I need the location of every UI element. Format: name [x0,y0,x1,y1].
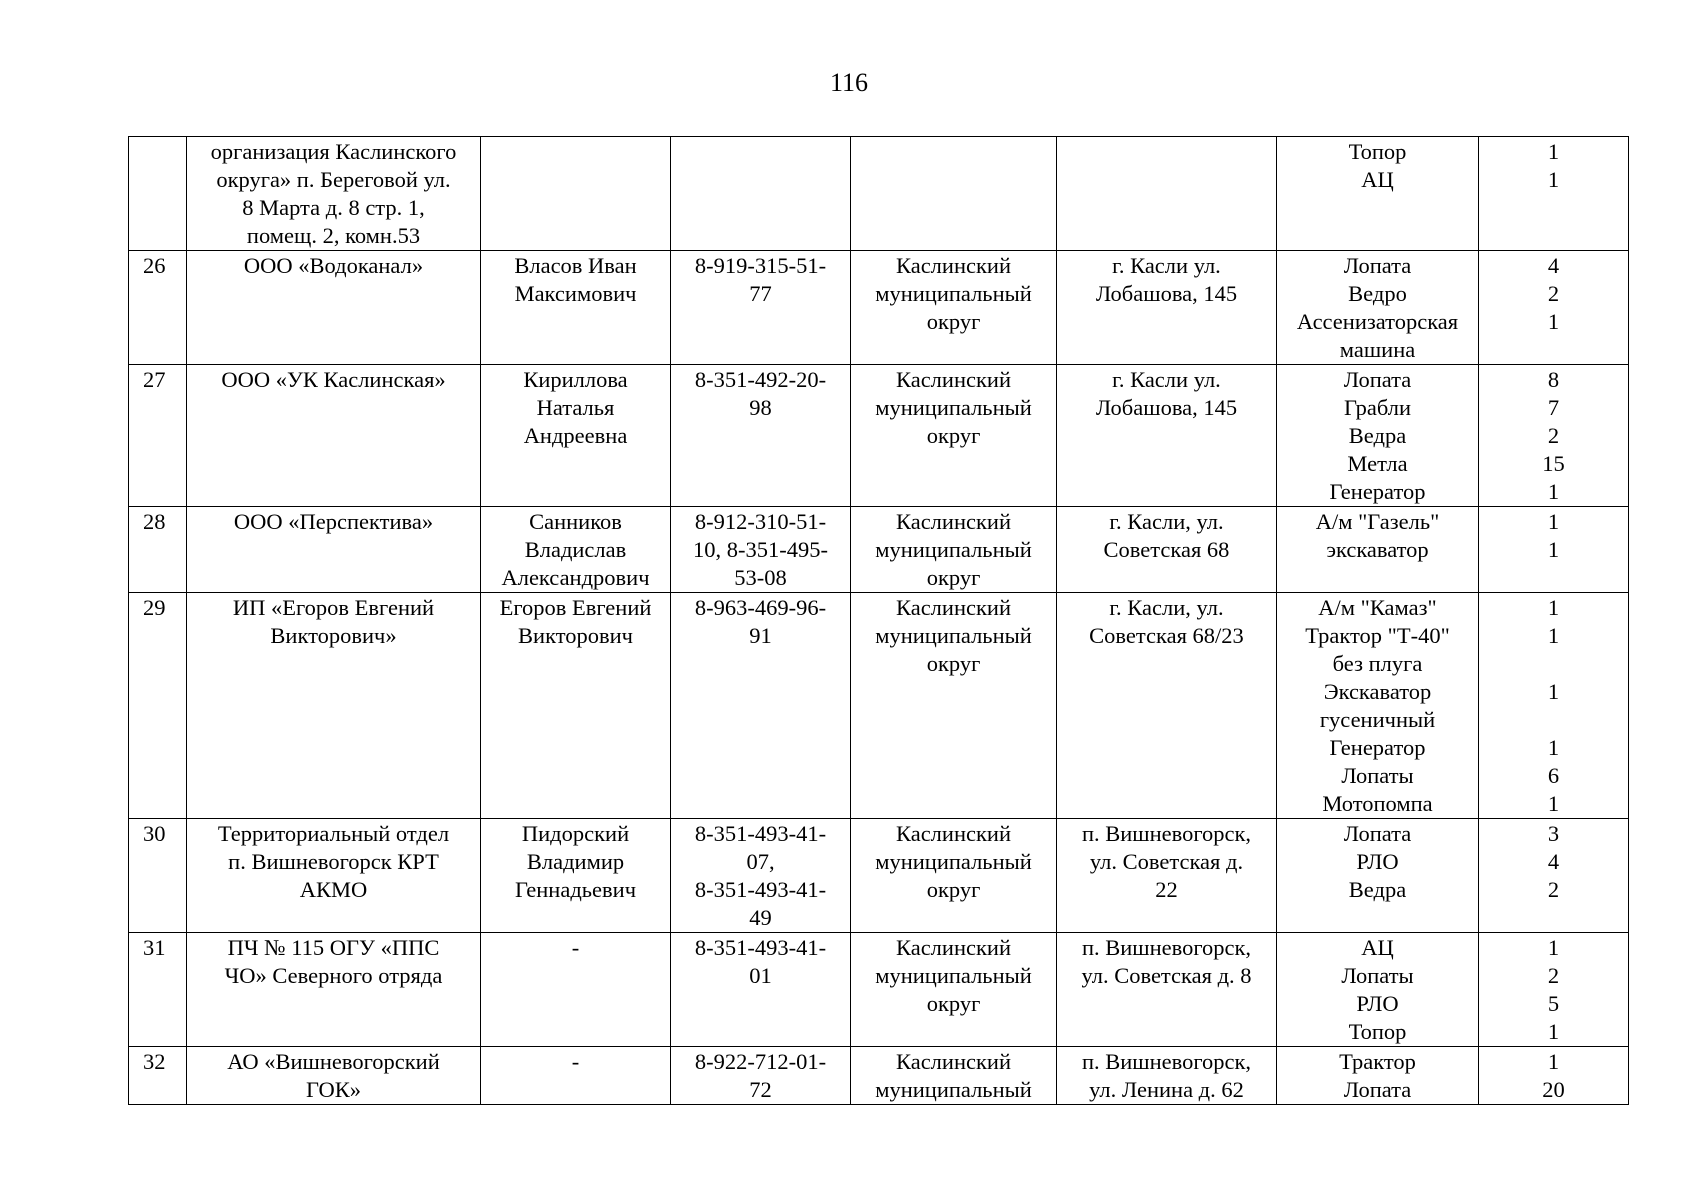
cell-line: Наталья [536,395,615,420]
cell-line: Советская 68/23 [1089,623,1244,648]
cell-organization [187,251,481,365]
cell-number [129,819,187,933]
row-number: 32 [143,1049,166,1074]
row-number: 28 [143,509,166,534]
cell-organization [187,1047,481,1105]
cell-phone [671,819,851,933]
page-number: 116 [829,68,869,97]
cell-line: г. Касли, ул. [1109,595,1224,620]
cell-equipment [1277,819,1479,933]
quantity-value: 1 [1547,309,1560,334]
cell-line: Каслинский [896,367,1011,392]
cell-line: Лопаты [1341,763,1414,788]
quantity-value: 3 [1547,821,1560,846]
cell-line: Лобашова, 145 [1095,395,1238,420]
cell-line: п. Вишневогорск КРТ [228,849,439,874]
cell-line: гусеничный [1319,707,1436,732]
cell-line: ул. Ленина д. 62 [1089,1077,1244,1102]
cell-line: А/м "Камаз" [1318,595,1437,620]
quantity-value: 1 [1547,935,1560,960]
cell-number [129,1047,187,1105]
cell-line: Каслинский [896,821,1011,846]
cell-line: Егоров Евгений [499,595,652,620]
table-row [129,137,1629,251]
cell-equipment [1277,593,1479,819]
cell-line: муниципальный [875,537,1032,562]
cell-line: муниципальный [875,1077,1032,1102]
quantity-value: 1 [1547,509,1560,534]
cell-address [1057,137,1277,251]
cell-number [129,507,187,593]
cell-line: округ [926,877,981,902]
cell-quantity [1479,819,1629,933]
quantity-value: 1 [1547,735,1560,760]
quantity-value: 1 [1547,623,1560,648]
cell-line: Лопата [1343,821,1412,846]
cell-line: АКМО [299,877,368,902]
cell-organization [187,365,481,507]
cell-equipment [1277,933,1479,1047]
cell-line: 8-912-310-51- [694,509,827,534]
cell-line: 10, 8-351-495- [693,537,828,562]
cell-line: г. Касли ул. [1112,253,1221,278]
cell-line: округ [926,309,981,334]
cell-line: ПЧ № 115 ОГУ «ППС [227,935,440,960]
table-row [129,933,1629,1047]
cell-line: Ассенизаторская [1296,309,1459,334]
quantity-value: 4 [1547,253,1560,278]
cell-line: Трактор [1339,1049,1416,1074]
table-row [129,593,1629,819]
cell-quantity [1479,933,1629,1047]
cell-responsible-person [481,507,671,593]
cell-line: Кириллова [523,367,628,392]
quantity-value [1483,706,1624,734]
quantity-value: 2 [1547,281,1560,306]
cell-line: Александрович [501,565,650,590]
cell-line: Каслинский [896,509,1011,534]
cell-phone [671,365,851,507]
cell-line: Метла [1347,451,1408,476]
cell-quantity [1479,137,1629,251]
cell-responsible-person [481,251,671,365]
quantity-value: 1 [1547,479,1560,504]
cell-line: Лобашова, 145 [1095,281,1238,306]
cell-line: Санников [529,509,622,534]
cell-responsible-person [481,1047,671,1105]
quantity-value: 2 [1547,963,1560,988]
cell-district [851,137,1057,251]
cell-quantity [1479,507,1629,593]
cell-line: муниципальный [875,395,1032,420]
cell-line: 8 Марта д. 8 стр. 1, [242,195,425,220]
quantity-value [1483,650,1624,678]
cell-line: Экскаватор [1323,679,1432,704]
cell-address [1057,933,1277,1047]
cell-line: 72 [749,1077,772,1102]
cell-district [851,593,1057,819]
cell-line: г. Касли, ул. [1109,509,1224,534]
cell-line: - [571,935,580,960]
cell-phone [671,137,851,251]
cell-responsible-person [481,137,671,251]
cell-line: 98 [749,395,772,420]
cell-line: п. Вишневогорск, [1081,1049,1252,1074]
cell-line: экскаватор [1326,537,1429,562]
cell-line: округ [926,423,981,448]
cell-line: Лопата [1343,1077,1412,1102]
cell-organization [187,593,481,819]
cell-line: муниципальный [875,281,1032,306]
cell-line: организация Каслинского [210,139,457,164]
cell-address [1057,1047,1277,1105]
cell-responsible-person [481,593,671,819]
cell-line: г. Касли ул. [1112,367,1221,392]
cell-quantity [1479,593,1629,819]
cell-line: округ [926,651,981,676]
cell-line: ООО «Водоканал» [243,253,424,278]
cell-line: Топор [1348,1019,1407,1044]
cell-line: Ведро [1348,281,1407,306]
cell-address [1057,251,1277,365]
cell-line: Пидорский [521,821,630,846]
cell-line: Территориальный отдел [217,821,450,846]
cell-phone [671,251,851,365]
cell-line: Советская 68 [1103,537,1230,562]
quantity-value: 1 [1547,1019,1560,1044]
cell-equipment [1277,1047,1479,1105]
cell-equipment [1277,507,1479,593]
cell-line: 8-963-469-96- [694,595,827,620]
cell-line: А/м "Газель" [1315,509,1440,534]
cell-district [851,365,1057,507]
cell-line: Лопаты [1341,963,1414,988]
cell-line: Викторович [518,623,633,648]
cell-line: 8-919-315-51- [694,253,827,278]
row-number: 29 [143,595,166,620]
cell-line: Каслинский [896,1049,1011,1074]
cell-line: Мотопомпа [1322,791,1433,816]
table-row [129,819,1629,933]
cell-responsible-person [481,933,671,1047]
cell-district [851,251,1057,365]
cell-line: 8-351-493-41- [694,821,827,846]
cell-line: 8-922-712-01- [694,1049,827,1074]
cell-line: ГОК» [306,1077,361,1102]
cell-line: АЦ [1361,935,1394,960]
cell-line: Лопата [1343,367,1412,392]
cell-line: округ [926,565,981,590]
cell-number [129,137,187,251]
cell-line: АЦ [1361,167,1394,192]
quantity-value: 8 [1547,367,1560,392]
cell-line: п. Вишневогорск, [1081,821,1252,846]
cell-line: Геннадьевич [514,877,637,902]
cell-district [851,1047,1057,1105]
cell-line: Топор [1348,139,1407,164]
cell-organization [187,933,481,1047]
cell-district [851,507,1057,593]
cell-line: Викторович» [270,623,397,648]
quantity-value: 1 [1547,679,1560,704]
cell-line: Генератор [1329,735,1426,760]
quantity-value: 1 [1547,139,1560,164]
cell-address [1057,507,1277,593]
cell-line: 07, [746,849,775,874]
cell-line: Владислав [524,537,627,562]
cell-organization [187,819,481,933]
table-body [129,137,1629,1105]
cell-equipment [1277,137,1479,251]
cell-line: 8-351-492-20- [694,367,827,392]
cell-line: РЛО [1356,849,1399,874]
cell-line: АО «Вишневогорский [227,1049,440,1074]
quantity-value: 5 [1547,991,1560,1016]
cell-number [129,933,187,1047]
cell-line: округ [926,991,981,1016]
quantity-value: 15 [1542,451,1565,476]
cell-number [129,251,187,365]
table-row [129,365,1629,507]
cell-line: 22 [1155,877,1178,902]
cell-line: машина [1339,337,1416,362]
cell-line: округа» п. Береговой ул. [216,167,451,192]
quantity-value: 20 [1542,1077,1565,1102]
cell-line: 53-08 [734,565,787,590]
cell-quantity [1479,365,1629,507]
quantity-value [1483,336,1624,364]
cell-address [1057,819,1277,933]
cell-line: Трактор "Т-40" [1305,623,1450,648]
quantity-value: 1 [1547,537,1560,562]
cell-equipment [1277,365,1479,507]
cell-phone [671,593,851,819]
cell-line: 77 [749,281,772,306]
cell-number [129,365,187,507]
row-number: 27 [143,367,166,392]
cell-district [851,933,1057,1047]
cell-line: п. Вишневогорск, [1081,935,1252,960]
quantity-value: 2 [1547,423,1560,448]
cell-line: муниципальный [875,963,1032,988]
cell-organization [187,137,481,251]
table-row [129,507,1629,593]
quantity-value: 6 [1547,763,1560,788]
cell-line: ул. Советская д. [1089,849,1244,874]
cell-line: РЛО [1356,991,1399,1016]
cell-phone [671,933,851,1047]
cell-address [1057,593,1277,819]
cell-line: помещ. 2, комн.53 [246,223,421,248]
row-number: 26 [143,253,166,278]
row-number: 30 [143,821,166,846]
cell-quantity [1479,251,1629,365]
cell-organization [187,507,481,593]
cell-line: без плуга [1332,651,1423,676]
cell-line: Андреевна [523,423,628,448]
quantity-value: 4 [1547,849,1560,874]
cell-line: Владимир [526,849,625,874]
cell-line: ИП «Егоров Евгений [232,595,435,620]
cell-line: ЧО» Северного отряда [224,963,443,988]
cell-line: 8-351-493-41- [694,877,827,902]
cell-line: Генератор [1329,479,1426,504]
quantity-value: 2 [1547,877,1560,902]
cell-phone [671,1047,851,1105]
cell-line: ООО «Перспектива» [233,509,434,534]
cell-responsible-person [481,819,671,933]
cell-equipment [1277,251,1479,365]
cell-district [851,819,1057,933]
cell-line: 8-351-493-41- [694,935,827,960]
cell-line: Лопата [1343,253,1412,278]
row-number: 31 [143,935,166,960]
cell-quantity [1479,1047,1629,1105]
quantity-value: 1 [1547,791,1560,816]
cell-address [1057,365,1277,507]
cell-line: Ведра [1348,423,1407,448]
cell-phone [671,507,851,593]
cell-line: Каслинский [896,935,1011,960]
cell-number [129,593,187,819]
quantity-value: 1 [1547,1049,1560,1074]
resources-table [128,136,1629,1105]
quantity-value: 1 [1547,167,1560,192]
cell-line: ул. Советская д. 8 [1081,963,1252,988]
cell-line: Максимович [514,281,637,306]
cell-line: ООО «УК Каслинская» [221,367,446,392]
cell-line: Власов Иван [514,253,637,278]
cell-line: Ведра [1348,877,1407,902]
cell-line: - [571,1049,580,1074]
cell-line: 91 [749,623,772,648]
cell-line: Каслинский [896,595,1011,620]
table-row [129,251,1629,365]
quantity-value: 7 [1547,395,1560,420]
cell-line: муниципальный [875,623,1032,648]
cell-line: 01 [749,963,772,988]
cell-line: Каслинский [896,253,1011,278]
cell-line: Грабли [1344,395,1411,420]
cell-responsible-person [481,365,671,507]
cell-line: 49 [749,905,772,930]
cell-line: муниципальный [875,849,1032,874]
quantity-value: 1 [1547,595,1560,620]
table-row [129,1047,1629,1105]
